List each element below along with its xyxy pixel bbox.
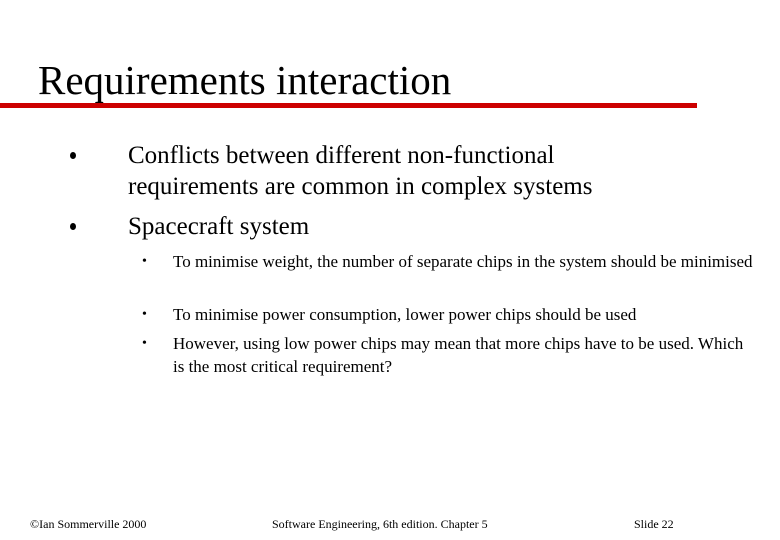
bullet-text: Spacecraft system (128, 213, 310, 240)
bullet-dot-icon (70, 223, 76, 230)
sub-bullet-item (142, 250, 753, 273)
sub-bullet-text: To minimise power consumption, lower power chips should be used (173, 305, 637, 324)
sub-bullet-item (142, 303, 753, 326)
sub-bullet-marker-icon: • (142, 254, 147, 269)
slide-title: Requirements interaction (38, 57, 452, 103)
sub-bullet-marker-icon: • (142, 307, 147, 322)
sub-bullet-item (142, 332, 753, 378)
bullet-item (128, 211, 688, 242)
sub-bullet-marker-icon: • (142, 336, 147, 351)
title-underline (0, 103, 697, 108)
footer-book-title: Software Engineering, 6th edition. Chapter 5 (272, 517, 488, 531)
sub-bullet-text: To minimise weight, the number of separate chips in the system should be minimised (173, 252, 753, 271)
sub-bullet-text: However, using low power chips may mean that more chips have to be used. Which is the most critical requirement? (173, 334, 744, 376)
bullet-dot-icon (70, 152, 76, 159)
footer-slide-number: Slide 22 (634, 517, 674, 531)
bullet-item (128, 140, 688, 202)
footer-copyright: ©Ian Sommerville 2000 (30, 517, 147, 531)
bullet-text: Conflicts between different non-functional requirements are common in complex systems (128, 142, 593, 200)
